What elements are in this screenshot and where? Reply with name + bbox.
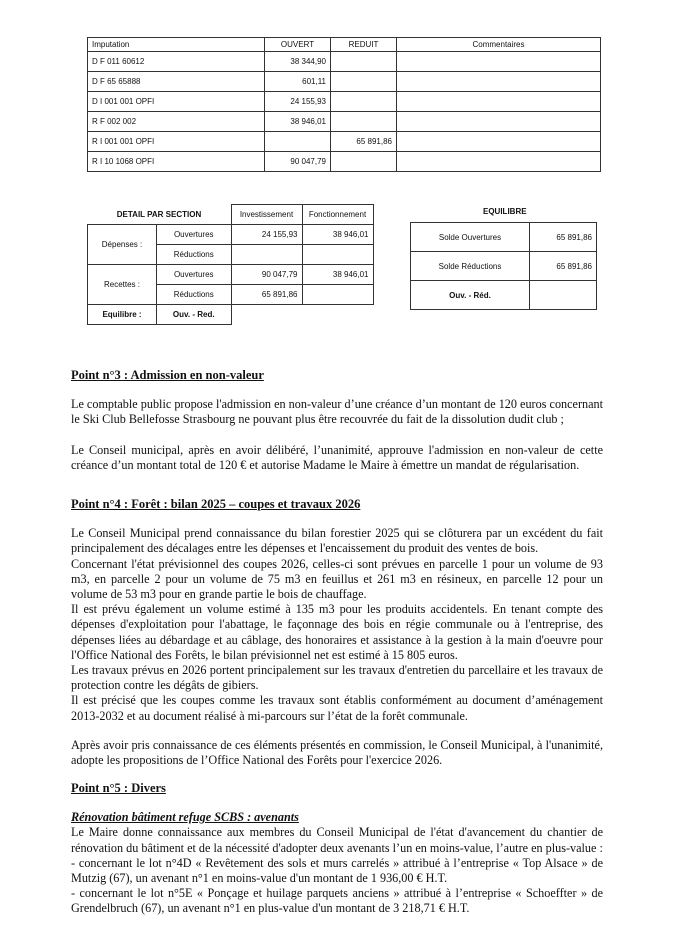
- cell-ouvert: 601,11: [265, 72, 331, 92]
- table-row: [411, 223, 597, 252]
- cell-reduit: [331, 152, 397, 172]
- cell-dep-ouv-fonct: 38 946,01: [302, 224, 373, 244]
- point-5-subheading: Rénovation bâtiment refuge SCBS : avenants: [71, 810, 299, 825]
- cell-ouvert: 24 155,93: [265, 92, 331, 112]
- point-4-paragraph: Le Conseil Municipal prend connaissance du bilan forestier 2025 qui se clôturera par un excédent du fait principalement des décalages entre les dépenses et l'encaissement du produit des ventes de bois.: [71, 526, 603, 556]
- table-row: [88, 72, 601, 92]
- cell-commentaires: [397, 132, 601, 152]
- table-row: [411, 252, 597, 281]
- cell-imputation: R I 001 001 OPFI: [88, 132, 265, 152]
- cell-dep-ouv-invest: 24 155,93: [231, 224, 302, 244]
- cell-ouvert: 90 047,79: [265, 152, 331, 172]
- table-header-row: [88, 38, 601, 52]
- point-3-paragraph: Le comptable public propose l'admission en non-valeur d’une créance d’un montant de 120 euros concernant le Ski Club Bellefosse Strasbourg ne pouvant plus être recouvrée du fait de la dissolution dudit club ;: [71, 397, 603, 427]
- equilibre-table: [410, 222, 597, 310]
- cell-commentaires: [397, 152, 601, 172]
- table-row: [88, 304, 374, 324]
- cell-commentaires: [397, 72, 601, 92]
- cell-imputation: R F 002 002: [88, 112, 265, 132]
- cell-reduit: [331, 52, 397, 72]
- table-row: [411, 281, 597, 310]
- depenses-label: Dépenses :: [88, 224, 157, 264]
- cell-rec-red-invest: 65 891,86: [231, 284, 302, 304]
- point-3-heading: Point n°3 : Admission en non-valeur: [71, 368, 264, 382]
- col-header-fonctionnement: Fonctionnement: [302, 205, 373, 225]
- table-row: [88, 264, 374, 284]
- point-4-paragraph: Après avoir pris connaissance de ces éléments présentés en commission, le Conseil Municipal, à l'unanimité, adopte les propositions de l’Office National des Forêts pour l'exercice 2026.: [71, 737, 603, 768]
- point-5-paragraph: - concernant le lot n°4D « Revêtement des sols et murs carrelés » attribué à l’entreprise « Top Alsace » de Mutzig (67), un avenant n°1 en moins-value d'un montant de 1 936,00 € H.T.: [71, 855, 603, 886]
- col-header-reduit: REDUIT: [331, 38, 397, 52]
- cell-ouvert: 38 344,90: [265, 52, 331, 72]
- recettes-label: Recettes :: [88, 264, 157, 304]
- cell-commentaires: [397, 52, 601, 72]
- table-row: [88, 92, 601, 112]
- cell-commentaires: [397, 112, 601, 132]
- imputation-table: [87, 37, 601, 172]
- solde-ouvertures-value: 65 891,86: [530, 223, 597, 252]
- empty-cell: [231, 304, 302, 324]
- cell-reduit: [331, 92, 397, 112]
- row-label-reductions: Réductions: [157, 244, 232, 264]
- table-row: [88, 132, 601, 152]
- cell-commentaires: [397, 92, 601, 112]
- solde-reductions-label: Solde Réductions: [411, 252, 530, 281]
- point-4-paragraph: Il est précisé que les coupes comme les travaux sont établis conformément au document d’aménagement 2013-2032 et au document réalisé à mi-parcours sur l’état de la forêt communale.: [71, 693, 603, 723]
- cell-reduit: 65 891,86: [331, 132, 397, 152]
- cell-reduit: [331, 72, 397, 92]
- ouv-red-value: [530, 281, 597, 310]
- cell-imputation: D I 001 001 OPFI: [88, 92, 265, 112]
- row-label-ouvertures: Ouvertures: [157, 264, 232, 284]
- cell-reduit: [331, 112, 397, 132]
- empty-cell: [302, 304, 373, 324]
- col-header-commentaires: Commentaires: [397, 38, 601, 52]
- cell-rec-red-fonct: [302, 284, 373, 304]
- point-5-paragraph: - concernant le lot n°5E « Ponçage et huilage parquets anciens » attribué à l’entreprise « Schoeffter » de Grendelbruch (67), un avenant n°1 en plus-value d'un montant de 3 218,71 € H.T.: [71, 886, 603, 916]
- cell-rec-ouv-invest: 90 047,79: [231, 264, 302, 284]
- point-5-section: [71, 781, 603, 917]
- solde-ouvertures-label: Solde Ouvertures: [411, 223, 530, 252]
- cell-ouvert: 38 946,01: [265, 112, 331, 132]
- point-4-paragraph: Concernant l'état prévisionnel des coupes 2026, celles-ci sont prévues en parcelle 1 pour un volume de 93 m3, en parcelle 2 pour un volume de 75 m3 en feuillus et 261 m3 en résineux, en parcelle 12 pour un volume de 53 m3 pour en grande partie le bois de chauffage.: [71, 556, 603, 602]
- point-3-section: [71, 368, 603, 473]
- row-label-reductions: Réductions: [157, 284, 232, 304]
- row-label-ouvertures: Ouvertures: [157, 224, 232, 244]
- detail-par-section-table: [87, 204, 374, 325]
- cell-dep-red-invest: [231, 244, 302, 264]
- detail-header-row: [88, 205, 374, 225]
- equilibre-label: Equilibre :: [88, 304, 157, 324]
- point-4-section: [71, 497, 603, 768]
- ouv-red-label: Ouv. - Réd.: [411, 281, 530, 310]
- table-row: [88, 224, 374, 244]
- col-header-ouvert: OUVERT: [265, 38, 331, 52]
- col-header-imputation: Imputation: [88, 38, 265, 52]
- point-4-paragraph: Les travaux prévus en 2026 portent principalement sur les travaux d'entretien du parcellaire et les travaux de protection contre les dégâts de gibiers.: [71, 663, 603, 693]
- cell-ouvert: [265, 132, 331, 152]
- equilibre-title: EQUILIBRE: [483, 207, 527, 216]
- cell-dep-red-fonct: [302, 244, 373, 264]
- solde-reductions-value: 65 891,86: [530, 252, 597, 281]
- point-5-heading: Point n°5 : Divers: [71, 781, 166, 795]
- col-header-investissement: Investissement: [231, 205, 302, 225]
- cell-imputation: D F 65 65888: [88, 72, 265, 92]
- table-row: [88, 52, 601, 72]
- cell-imputation: R I 10 1068 OPFI: [88, 152, 265, 172]
- table-row: [88, 152, 601, 172]
- point-3-paragraph: Le Conseil municipal, après en avoir délibéré, l’unanimité, approuve l'admission en non-valeur de cette créance d’un montant total de 120 € et autorise Madame le Maire à émettre un mandat de régularisation.: [71, 442, 603, 472]
- point-4-heading: Point n°4 : Forêt : bilan 2025 – coupes et travaux 2026: [71, 497, 361, 511]
- detail-title: DETAIL PAR SECTION: [116, 209, 202, 219]
- table-row: [88, 112, 601, 132]
- point-5-paragraph: Le Maire donne connaissance aux membres du Conseil Municipal de l'état d'avancement du chantier de rénovation du bâtiment et de la nécessité d'adopter deux avenants l’un en moins-value, l’autre en plus-value :: [71, 825, 603, 855]
- point-4-paragraph: Il est prévu également un volume estimé à 135 m3 pour les produits accidentels. En tenant compte des dépenses d'exploitation pour l'abattage, le façonnage des bois en régie communale ou à l'entreprise, des dépenses liées au débardage et au câblage, des honoraires et assistance à la gestion à la main d'oeuvre pour l'Office National des Forêts, le bilan prévisionnel net est estimé à 15 805 euros.: [71, 602, 603, 662]
- row-label-ouv-red: Ouv. - Red.: [157, 304, 232, 324]
- cell-imputation: D F 011 60612: [88, 52, 265, 72]
- cell-rec-ouv-fonct: 38 946,01: [302, 264, 373, 284]
